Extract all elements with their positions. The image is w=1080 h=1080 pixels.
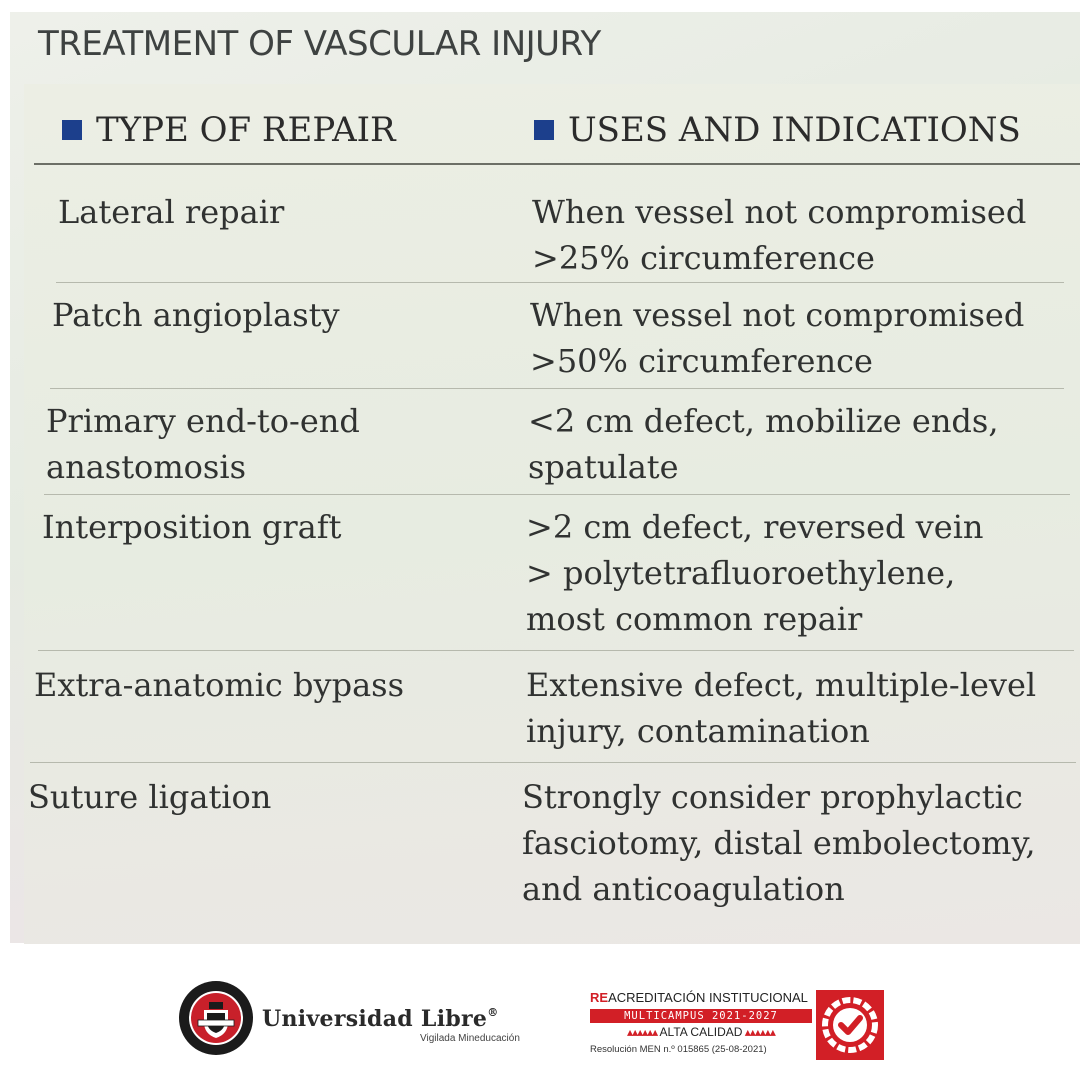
header-type-of-repair-label: TYPE OF REPAIR [96, 110, 396, 150]
universidad-libre-seal-icon [178, 980, 254, 1056]
row-5-type: Extra-anatomic bypass [34, 666, 404, 704]
header-uses-and-indications [534, 110, 1021, 150]
header-type-of-repair [62, 110, 396, 150]
accreditation-line-4: Resolución MEN n.º 015865 (25-08-2021) [590, 1044, 767, 1055]
registered-mark: ® [487, 1006, 499, 1019]
accreditation-line-2: MULTICAMPUS 2021-2027 [590, 1009, 812, 1023]
row-4-uses: >2 cm defect, reversed vein > polytetrafluoroethylene, most common repair [526, 508, 984, 638]
row-1-type: Lateral repair [58, 193, 285, 231]
footer [0, 950, 1080, 1080]
row-5-uses: Extensive defect, multiple-level injury, contamination [526, 666, 1037, 750]
header-square-icon [534, 120, 554, 140]
header-uses-and-indications-label: USES AND INDICATIONS [568, 110, 1021, 150]
header-divider [34, 163, 1080, 165]
row-1-uses: When vessel not compromised >25% circumference [532, 193, 1027, 277]
quality-check-badge-icon [816, 990, 884, 1060]
row-3-type: Primary end-to-end anastomosis [46, 402, 360, 486]
row-divider [50, 388, 1064, 389]
row-6-uses: Strongly consider prophylactic fasciotomy, distal embolectomy, and anticoagulation [522, 778, 1036, 908]
accreditation-line-3-text: ALTA CALIDAD [659, 1025, 743, 1039]
accreditation-logo [590, 990, 884, 1060]
university-subtitle: Vigilada Mineducación [420, 1033, 520, 1044]
university-name-text: Universidad Libre [262, 1006, 488, 1032]
table-title: TREATMENT OF VASCULAR INJURY [38, 24, 601, 64]
row-divider [44, 494, 1070, 495]
accreditation-line-3: ▴▴▴▴▴▴ ALTA CALIDAD ▴▴▴▴▴▴ [627, 1025, 775, 1039]
university-name [262, 1006, 499, 1032]
row-2-uses: When vessel not compromised >50% circumference [530, 296, 1025, 380]
row-divider [30, 762, 1076, 763]
accreditation-line-1-text: ACREDITACIÓN INSTITUCIONAL [608, 990, 808, 1005]
row-2-type: Patch angioplasty [52, 296, 340, 334]
accreditation-re: RE [590, 990, 609, 1005]
row-6-type: Suture ligation [28, 778, 272, 816]
row-4-type: Interposition graft [42, 508, 342, 546]
accreditation-line-1 [590, 990, 812, 1005]
row-3-uses: <2 cm defect, mobilize ends, spatulate [528, 402, 999, 486]
row-divider [56, 282, 1064, 283]
header-square-icon [62, 120, 82, 140]
row-divider [38, 650, 1074, 651]
